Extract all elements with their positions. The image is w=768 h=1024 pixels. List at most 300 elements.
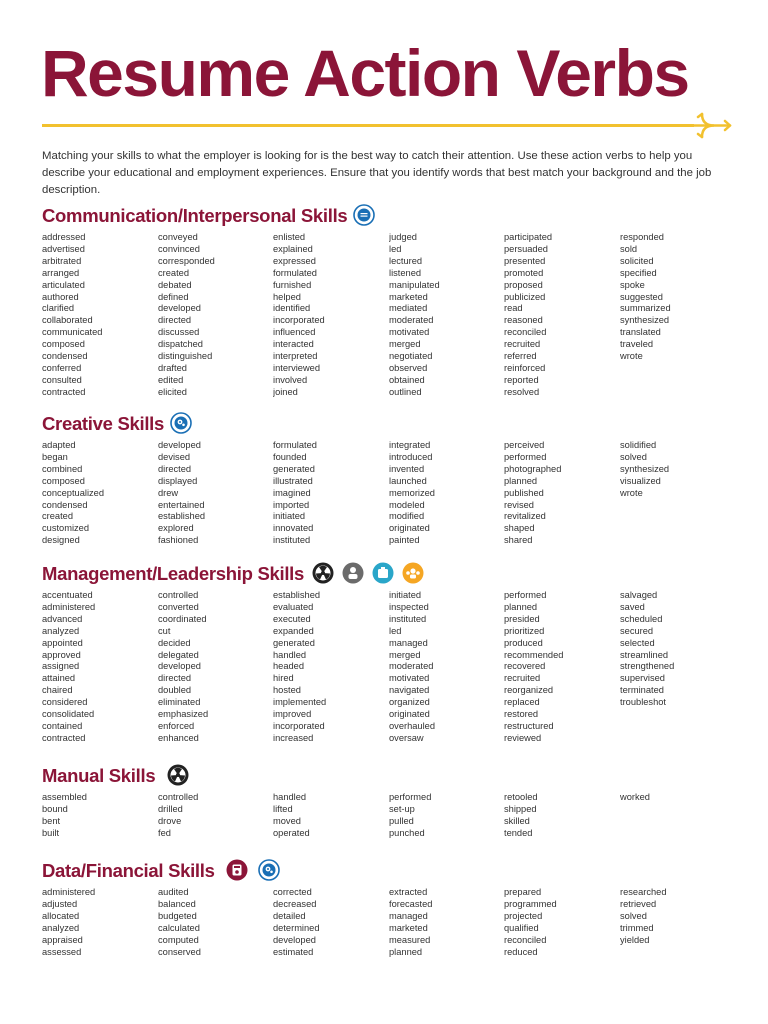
section-title: Data/Financial Skills (42, 860, 215, 881)
verb-column (158, 232, 270, 399)
action-verb: moderated (389, 661, 434, 672)
head-gears-icon (258, 859, 280, 881)
action-verb: synthesized (620, 463, 670, 474)
action-verb: initiated (389, 590, 422, 600)
action-verb: collaborated (42, 315, 93, 326)
action-verb: advanced (42, 613, 83, 624)
action-verb: developed (158, 303, 201, 314)
action-verb: helped (273, 291, 301, 302)
action-verb: enhanced (158, 732, 199, 743)
action-verb: publicized (504, 291, 546, 302)
head-gears-icon (170, 412, 192, 434)
action-verb: contained (42, 720, 83, 731)
action-verb: adapted (42, 440, 76, 450)
action-verb: involved (273, 374, 308, 385)
action-verb: saved (620, 601, 645, 612)
action-verb: spoke (620, 279, 645, 290)
action-verb: explored (158, 523, 194, 534)
action-verb: built (42, 827, 60, 838)
action-verb: budgeted (158, 910, 197, 921)
clipboard-icon (372, 562, 394, 584)
action-verb: corrected (273, 887, 312, 897)
action-verb: controlled (158, 792, 199, 802)
action-verb: interacted (273, 339, 314, 350)
action-verb: bound (42, 803, 68, 814)
verb-column (158, 440, 270, 547)
action-verb: persuaded (504, 243, 548, 254)
action-verb: manipulated (389, 279, 440, 290)
action-verb: produced (504, 637, 543, 648)
action-verb: condensed (42, 351, 88, 362)
action-verb: evaluated (273, 601, 314, 612)
action-verb: chaired (42, 685, 73, 696)
action-verb: set-up (389, 803, 415, 814)
action-verb: composed (42, 339, 85, 350)
action-verb: reviewed (504, 732, 542, 743)
action-verb: modified (389, 511, 425, 522)
action-verb: motivated (389, 673, 430, 684)
action-verb: scheduled (620, 613, 663, 624)
action-verb: marketed (389, 922, 428, 933)
action-verb: negotiated (389, 351, 433, 362)
action-verb: coordinated (158, 613, 207, 624)
action-verb: tended (504, 827, 533, 838)
action-verb: published (504, 487, 544, 498)
section-header (42, 859, 742, 887)
action-verb: generated (273, 637, 315, 648)
action-verb: solved (620, 451, 647, 462)
action-verb: presided (504, 613, 540, 624)
action-verb: allocated (42, 910, 80, 921)
action-verb: merged (389, 339, 421, 350)
action-verb: operated (273, 827, 310, 838)
action-verb: led (389, 625, 402, 636)
gold-rule-line (42, 124, 694, 127)
verb-column (620, 440, 732, 500)
action-verb: measured (389, 934, 431, 945)
action-verb: considered (42, 697, 88, 708)
verb-column (158, 590, 270, 745)
action-verb: headed (273, 661, 305, 672)
action-verb: computed (158, 934, 199, 945)
action-verb: displayed (158, 475, 198, 486)
action-verb: formulated (273, 440, 317, 450)
action-verb: executed (273, 613, 311, 624)
trident-divider (42, 110, 732, 140)
action-verb: wrote (620, 487, 643, 498)
action-verb: shared (504, 535, 533, 546)
action-verb: conserved (158, 946, 201, 957)
verb-column (158, 887, 270, 958)
action-verb: dispatched (158, 339, 203, 350)
verb-column (273, 792, 385, 840)
action-verb: fed (158, 827, 171, 838)
action-verb: administered (42, 601, 96, 612)
action-verb: illustrated (273, 475, 313, 486)
action-verb: founded (273, 451, 307, 462)
speech-bubble-icon (353, 204, 375, 226)
action-verb: led (389, 243, 402, 254)
action-verb: troubleshot (620, 697, 666, 708)
verb-columns (42, 232, 742, 404)
action-verb: presented (504, 255, 546, 266)
action-verb: discussed (158, 327, 200, 338)
action-verb: sold (620, 243, 638, 254)
action-verb: assembled (42, 792, 87, 802)
action-verb: terminated (620, 685, 664, 696)
action-verb: customized (42, 523, 90, 534)
person-icon (342, 562, 364, 584)
action-verb: debated (158, 279, 192, 290)
action-verb: emphasized (158, 709, 209, 720)
section-manual (42, 764, 742, 848)
action-verb: distinguished (158, 351, 213, 362)
verb-column (273, 590, 385, 745)
action-verb: formulated (273, 267, 317, 278)
action-verb: drilled (158, 803, 183, 814)
action-verb: traveled (620, 339, 654, 350)
action-verb: recruited (504, 339, 541, 350)
action-verb: delegated (158, 649, 199, 660)
action-verb: synthesized (620, 315, 670, 326)
verb-column (389, 232, 501, 399)
verb-column (273, 887, 385, 958)
action-verb: recruited (504, 673, 541, 684)
action-verb: managed (389, 910, 428, 921)
verb-column (389, 590, 501, 745)
action-verb: solicited (620, 255, 654, 266)
action-verb: visualized (620, 475, 661, 486)
action-verb: drove (158, 815, 182, 826)
action-verb: retooled (504, 792, 538, 802)
action-verb: painted (389, 535, 420, 546)
action-verb: enlisted (273, 232, 306, 242)
action-verb: replaced (504, 697, 540, 708)
verb-column (620, 887, 732, 947)
action-verb: recommended (504, 649, 564, 660)
section-title: Creative Skills (42, 413, 164, 434)
action-verb: specified (620, 267, 657, 278)
section-creative (42, 412, 742, 552)
action-verb: navigated (389, 685, 430, 696)
action-verb: lectured (389, 255, 423, 266)
action-verb: defined (158, 291, 189, 302)
verb-column (620, 590, 732, 709)
action-verb: established (273, 590, 321, 600)
action-verb: qualified (504, 922, 539, 933)
action-verb: listened (389, 267, 422, 278)
section-title: Management/Leadership Skills (42, 563, 304, 584)
verb-column (504, 887, 616, 958)
action-verb: reduced (504, 946, 538, 957)
action-verb: identified (273, 303, 311, 314)
action-verb: recovered (504, 661, 546, 672)
action-verb: researched (620, 887, 667, 897)
action-verb: designed (42, 535, 80, 546)
action-verb: arbitrated (42, 255, 82, 266)
action-verb: responded (620, 232, 664, 242)
action-verb: overhauled (389, 720, 436, 731)
action-verb: devised (158, 451, 191, 462)
action-verb: marketed (389, 291, 428, 302)
action-verb: authored (42, 291, 79, 302)
action-verb: improved (273, 709, 312, 720)
action-verb: invented (389, 463, 425, 474)
action-verb: directed (158, 673, 192, 684)
action-verb: perceived (504, 440, 545, 450)
action-verb: implemented (273, 697, 327, 708)
action-verb: oversaw (389, 732, 424, 743)
action-verb: reconciled (504, 327, 547, 338)
action-verb: extracted (389, 887, 428, 897)
action-verb: inspected (389, 601, 429, 612)
action-verb: summarized (620, 303, 671, 314)
action-verb: addressed (42, 232, 86, 242)
action-verb: condensed (42, 499, 88, 510)
action-verb: administered (42, 887, 96, 897)
action-verb: adjusted (42, 898, 78, 909)
action-verb: decreased (273, 898, 317, 909)
action-verb: converted (158, 601, 199, 612)
action-verb: articulated (42, 279, 85, 290)
action-verb: explained (273, 243, 313, 254)
action-verb: obtained (389, 374, 425, 385)
page-title: Resume Action Verbs (41, 36, 689, 110)
verb-columns (42, 792, 742, 848)
action-verb: created (158, 267, 190, 278)
action-verb: restored (504, 709, 539, 720)
action-verb: appointed (42, 637, 83, 648)
action-verb: controlled (158, 590, 199, 600)
verb-columns (42, 440, 742, 552)
action-verb: projected (504, 910, 543, 921)
verb-column (42, 440, 154, 547)
section-communication (42, 204, 742, 404)
action-verb: moderated (389, 315, 434, 326)
action-verb: reconciled (504, 934, 547, 945)
verb-column (42, 887, 154, 958)
verb-column (158, 792, 270, 840)
action-verb: performed (504, 590, 547, 600)
action-verb: strengthened (620, 661, 675, 672)
action-verb: pulled (389, 815, 414, 826)
radiation-icon (312, 562, 334, 584)
action-verb: moved (273, 815, 301, 826)
action-verb: solidified (620, 440, 657, 450)
action-verb: solved (620, 910, 647, 921)
verb-column (620, 232, 732, 363)
action-verb: performed (389, 792, 432, 802)
action-verb: launched (389, 475, 427, 486)
action-verb: developed (158, 661, 201, 672)
calculator-icon (226, 859, 248, 881)
action-verb: handled (273, 649, 307, 660)
action-verb: convinced (158, 243, 200, 254)
action-verb: translated (620, 327, 661, 338)
action-verb: calculated (158, 922, 200, 933)
action-verb: read (504, 303, 523, 314)
action-verb: conveyed (158, 232, 198, 242)
action-verb: selected (620, 637, 655, 648)
action-verb: initiated (273, 511, 306, 522)
verb-columns (42, 887, 742, 963)
action-verb: outlined (389, 386, 422, 397)
action-verb: suggested (620, 291, 663, 302)
action-verb: attained (42, 673, 76, 684)
verb-column (504, 440, 616, 547)
section-title: Manual Skills (42, 765, 156, 786)
action-verb: managed (389, 637, 428, 648)
action-verb: interviewed (273, 362, 321, 373)
action-verb: merged (389, 649, 421, 660)
action-verb: originated (389, 523, 430, 534)
action-verb: trimmed (620, 922, 654, 933)
action-verb: increased (273, 732, 314, 743)
action-verb: arranged (42, 267, 80, 278)
action-verb: imported (273, 499, 310, 510)
action-verb: joined (273, 386, 298, 397)
action-verb: mediated (389, 303, 428, 314)
action-verb: revised (504, 499, 534, 510)
action-verb: interpreted (273, 351, 318, 362)
action-verb: approved (42, 649, 81, 660)
verb-column (504, 590, 616, 745)
action-verb: introduced (389, 451, 433, 462)
action-verb: organized (389, 697, 430, 708)
action-verb: referred (504, 351, 537, 362)
verb-column (42, 232, 154, 399)
action-verb: bent (42, 815, 61, 826)
action-verb: advertised (42, 243, 85, 254)
action-verb: shipped (504, 803, 537, 814)
action-verb: handled (273, 792, 307, 802)
action-verb: elicited (158, 386, 187, 397)
action-verb: proposed (504, 279, 543, 290)
section-header (42, 562, 742, 590)
action-verb: influenced (273, 327, 316, 338)
action-verb: appraised (42, 934, 83, 945)
action-verb: eliminated (158, 697, 201, 708)
verb-column (273, 232, 385, 399)
section-header (42, 412, 742, 440)
action-verb: entertained (158, 499, 205, 510)
action-verb: planned (389, 946, 423, 957)
section-header (42, 764, 742, 792)
action-verb: yielded (620, 934, 650, 945)
verb-columns (42, 590, 742, 750)
verb-column (273, 440, 385, 547)
action-verb: began (42, 451, 68, 462)
action-verb: fashioned (158, 535, 199, 546)
verb-column (42, 792, 154, 840)
action-verb: planned (504, 601, 538, 612)
action-verb: cut (158, 625, 171, 636)
action-verb: salvaged (620, 590, 658, 600)
action-verb: memorized (389, 487, 435, 498)
action-verb: consulted (42, 374, 82, 385)
action-verb: incorporated (273, 720, 325, 731)
action-verb: directed (158, 315, 192, 326)
action-verb: streamlined (620, 649, 669, 660)
action-verb: enforced (158, 720, 195, 731)
action-verb: clarified (42, 303, 75, 314)
action-verb: balanced (158, 898, 196, 909)
action-verb: imagined (273, 487, 311, 498)
action-verb: conferred (42, 362, 82, 373)
action-verb: contracted (42, 732, 86, 743)
action-verb: judged (389, 232, 417, 242)
action-verb: established (158, 511, 206, 522)
action-verb: composed (42, 475, 85, 486)
action-verb: generated (273, 463, 315, 474)
section-header (42, 204, 742, 232)
action-verb: drew (158, 487, 179, 498)
action-verb: worked (620, 792, 650, 802)
action-verb: hosted (273, 685, 301, 696)
action-verb: programmed (504, 898, 557, 909)
action-verb: developed (273, 934, 316, 945)
action-verb: accentuated (42, 590, 93, 600)
action-verb: observed (389, 362, 428, 373)
verb-column (504, 792, 616, 840)
action-verb: determined (273, 922, 320, 933)
intro-paragraph: Matching your skills to what the employer is looking for is the best way to catch their attention. Use these action verbs to help you describe your educational and employment experiences. Ensure that you identify words that best match your background and the job description. (42, 150, 712, 196)
action-verb: participated (504, 232, 553, 242)
action-verb: reported (504, 374, 539, 385)
action-verb: consolidated (42, 709, 95, 720)
action-verb: conceptualized (42, 487, 105, 498)
verb-column (504, 232, 616, 399)
action-verb: supervised (620, 673, 665, 684)
action-verb: wrote (620, 351, 643, 362)
action-verb: edited (158, 374, 184, 385)
trident-icon (692, 114, 730, 137)
radiation-icon (167, 764, 189, 786)
action-verb: photographed (504, 463, 562, 474)
action-verb: integrated (389, 440, 431, 450)
section-management (42, 562, 742, 750)
action-verb: reasoned (504, 315, 543, 326)
action-verb: corresponded (158, 255, 215, 266)
verb-column (389, 887, 501, 958)
action-verb: assigned (42, 661, 80, 672)
verb-column (42, 590, 154, 745)
action-verb: developed (158, 440, 201, 450)
action-verb: combined (42, 463, 83, 474)
action-verb: doubled (158, 685, 192, 696)
section-data-financial (42, 859, 742, 963)
team-icon (402, 562, 424, 584)
action-verb: assessed (42, 946, 82, 957)
action-verb: restructured (504, 720, 554, 731)
action-verb: punched (389, 827, 425, 838)
verb-column (389, 792, 501, 840)
verb-column (389, 440, 501, 547)
action-verb: prepared (504, 887, 542, 897)
action-verb: directed (158, 463, 192, 474)
action-verb: communicated (42, 327, 103, 338)
action-verb: expressed (273, 255, 316, 266)
action-verb: shaped (504, 523, 535, 534)
action-verb: instituted (273, 535, 311, 546)
action-verb: prioritized (504, 625, 545, 636)
action-verb: reorganized (504, 685, 554, 696)
action-verb: incorporated (273, 315, 325, 326)
action-verb: hired (273, 673, 294, 684)
action-verb: promoted (504, 267, 544, 278)
verb-column (620, 792, 732, 804)
action-verb: created (42, 511, 74, 522)
